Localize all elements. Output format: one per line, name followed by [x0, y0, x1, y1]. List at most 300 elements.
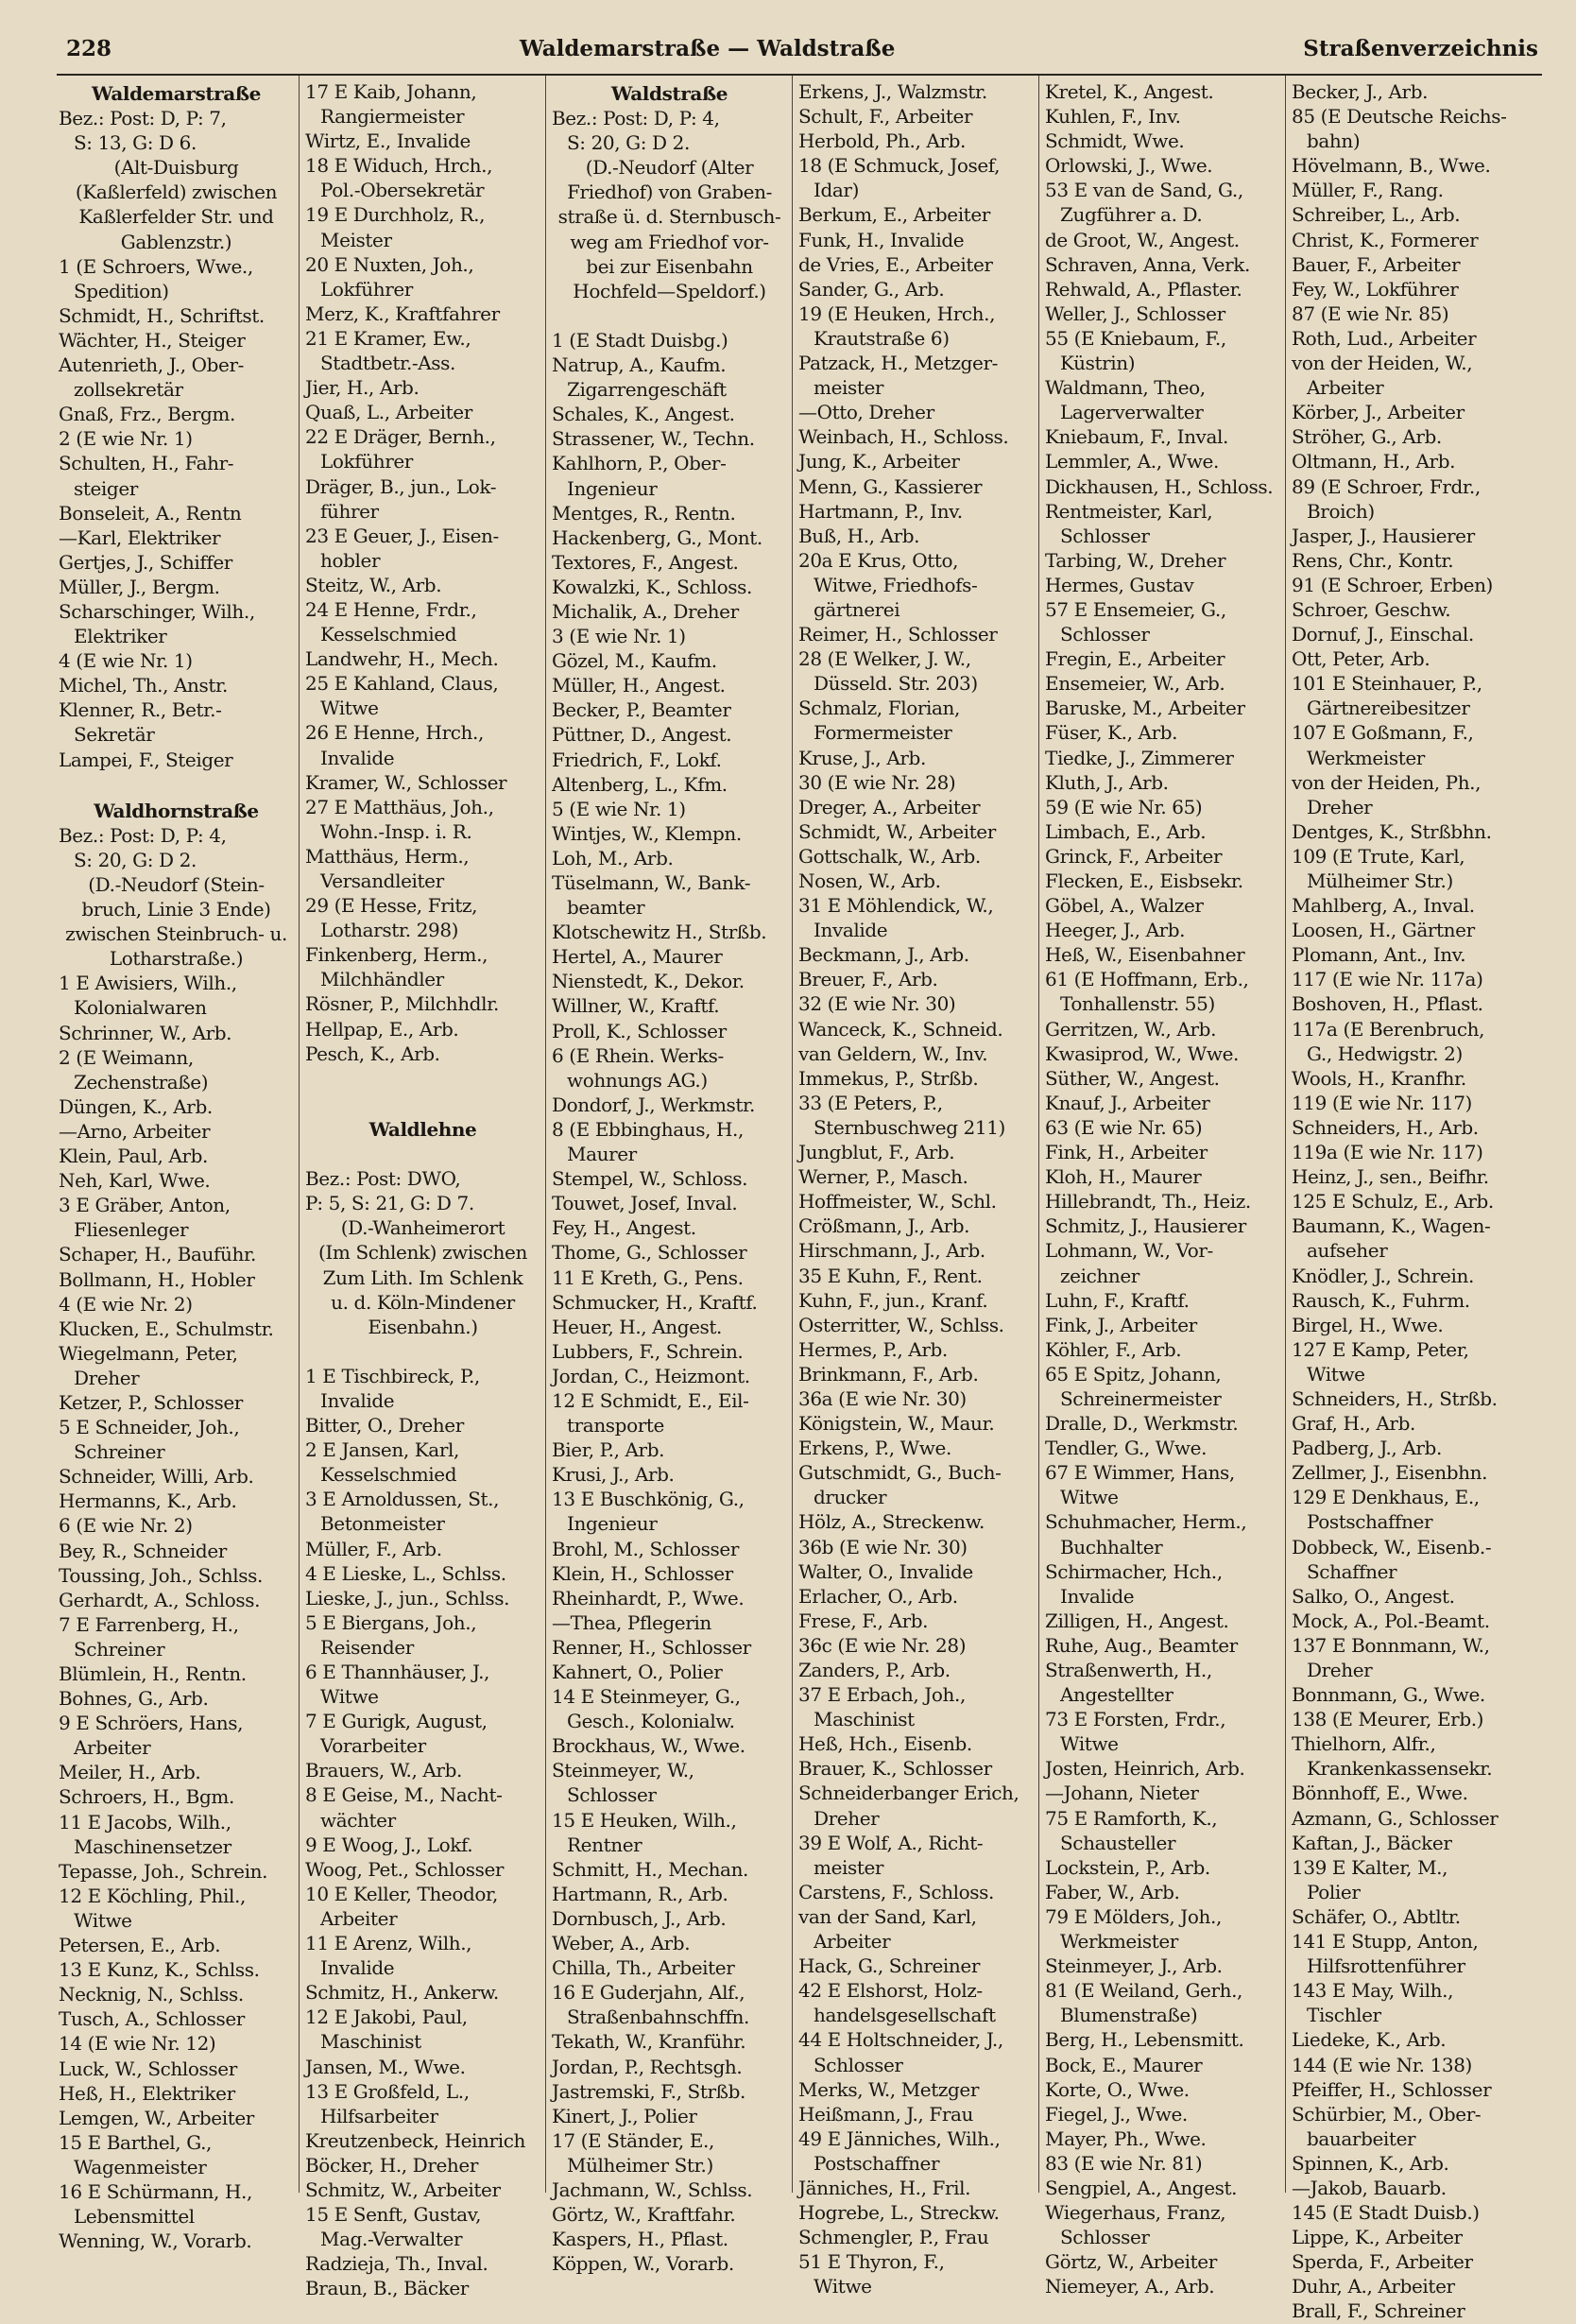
directory-entry: Klein, H., Schlosser	[552, 1561, 733, 1585]
directory-entry: Kaßlerfelder Str. und	[78, 205, 274, 229]
directory-entry: 5 E Schneider, Joh.,	[59, 1416, 240, 1439]
directory-entry: Müller, F., Arb.	[305, 1537, 442, 1560]
directory-entry: Hermes, Gustav	[1045, 573, 1194, 596]
directory-entry: Zechenstraße)	[74, 1070, 209, 1093]
directory-entry: Schroer, Geschw.	[1292, 597, 1451, 621]
directory-entry: Bock, E., Maurer	[1045, 2053, 1203, 2076]
directory-entry: Postschaffner	[1307, 1510, 1433, 1534]
directory-entry: 9 E Schröers, Hans,	[59, 1712, 244, 1735]
directory-entry: 89 (E Schroer, Frdr.,	[1292, 474, 1481, 498]
directory-entry: Wiegelmann, Peter,	[59, 1341, 238, 1365]
directory-entry: Schmitt, H., Mechan.	[552, 1857, 749, 1881]
directory-entry: 28 (E Welker, J. W.,	[798, 647, 971, 671]
street-heading: Waldemarstraße	[92, 82, 261, 105]
directory-entry: Hochfeld—Speldorf.)	[573, 279, 766, 302]
directory-entry: Lagerverwalter	[1060, 401, 1204, 424]
directory-entry: Matthäus, Herm.,	[305, 844, 470, 868]
directory-entry: 18 E Widuch, Hrch.,	[305, 154, 493, 178]
directory-entry: wohnungs AG.)	[567, 1068, 708, 1092]
directory-entry: 53 E van de Sand, G.,	[1045, 179, 1243, 202]
directory-entry: Wanceck, K., Schneid.	[798, 1017, 1003, 1041]
directory-entry: Tischler	[1307, 2004, 1381, 2027]
directory-entry: 11 E Arenz, Wilh.,	[305, 1932, 472, 1955]
directory-entry: S: 13, G: D 6.	[74, 131, 197, 155]
directory-entry: Invalide	[320, 746, 395, 769]
directory-entry: führer	[320, 499, 379, 523]
directory-entry: Angestellter	[1060, 1683, 1173, 1707]
directory-entry: Schneiders, H., Strßb.	[1292, 1386, 1498, 1410]
spacer	[305, 1339, 540, 1364]
directory-entry: Osterritter, W., Schlss.	[798, 1313, 1004, 1336]
directory-entry: Bez.: Post: DWO,	[305, 1167, 461, 1191]
directory-entry: Merz, K., Kraftfahrer	[305, 301, 500, 325]
street-heading: Waldlehne	[368, 1117, 477, 1141]
directory-entry: 5 E Biergans, Joh.,	[305, 1610, 477, 1634]
directory-entry: Gerritzen, W., Arb.	[1045, 1017, 1217, 1041]
directory-entry: 25 E Kahland, Claus,	[305, 672, 499, 696]
directory-entry: Liedeke, K., Arb.	[1292, 2028, 1447, 2052]
directory-entry: Sperda, F., Arbeiter	[1292, 2250, 1473, 2274]
directory-entry: 22 E Dräger, Bernh.,	[305, 425, 496, 449]
directory-entry: Stadtbetr.-Ass.	[320, 352, 455, 375]
directory-entry: Baumann, K., Wagen-	[1292, 1214, 1491, 1238]
directory-entry: Kluth, J., Arb.	[1045, 770, 1169, 794]
directory-entry: u. d. Köln-Mindener	[331, 1290, 515, 1314]
directory-entry: Michalik, A., Dreher	[552, 599, 739, 623]
directory-entry: 129 E Denkhaus, E.,	[1292, 1486, 1480, 1509]
directory-entry: Witwe	[320, 697, 379, 720]
directory-entry: 6 (E wie Nr. 2)	[59, 1514, 193, 1538]
directory-entry: Schales, K., Angest.	[552, 403, 735, 426]
directory-entry: Lockstein, P., Arb.	[1045, 1855, 1210, 1879]
directory-entry: Vorarbeiter	[320, 1734, 426, 1758]
directory-entry: Hövelmann, B., Wwe.	[1292, 154, 1491, 178]
directory-entry: Berkum, E., Arbeiter	[798, 203, 990, 227]
directory-entry: Rausch, K., Fuhrm.	[1292, 1288, 1470, 1312]
directory-entry: Spedition)	[74, 279, 169, 302]
directory-entry: Dralle, D., Werkmstr.	[1045, 1412, 1239, 1436]
directory-entry: Müller, H., Angest.	[552, 674, 726, 697]
directory-entry: Milchhändler	[320, 968, 444, 991]
directory-entry: Krusi, J., Arb.	[552, 1463, 675, 1487]
directory-entry: Graf, H., Arb.	[1292, 1412, 1415, 1436]
directory-entry: 20 E Nuxten, Joh.,	[305, 252, 474, 276]
directory-entry: 10 E Keller, Theodor,	[305, 1882, 498, 1905]
directory-entry: Königstein, W., Maur.	[798, 1412, 995, 1436]
directory-entry: Bonseleit, A., Rentn	[59, 501, 242, 525]
directory-entry: 127 E Kamp, Peter,	[1292, 1337, 1469, 1361]
directory-entry: 1 E Tischbireck, P.,	[305, 1364, 480, 1387]
directory-entry: Ensemeier, W., Arb.	[1045, 672, 1225, 696]
directory-entry: wächter	[320, 1808, 396, 1832]
directory-entry: 18 (E Schmuck, Josef,	[798, 154, 1001, 178]
directory-entry: 7 E Farrenberg, H.,	[59, 1612, 239, 1636]
directory-entry: Schulten, H., Fahr-	[59, 452, 234, 475]
directory-entry: Kruse, J., Arb.	[798, 746, 926, 769]
section-title: Straßenverzeichnis	[1303, 36, 1538, 61]
directory-entry: Invalide	[814, 919, 888, 942]
directory-entry: van der Sand, Karl,	[798, 1904, 977, 1928]
directory-entry: Spinnen, K., Arb.	[1292, 2151, 1449, 2175]
directory-entry: Pfeiffer, H., Schlosser	[1292, 2077, 1492, 2101]
directory-entry: Knauf, J., Arbeiter	[1045, 1091, 1210, 1114]
directory-entry: 17 E Kaib, Johann,	[305, 80, 477, 103]
directory-entry: Chilla, Th., Arbeiter	[552, 1956, 735, 1980]
directory-entry: Dobbeck, W., Eisenb.-	[1292, 1535, 1492, 1558]
directory-entry: Hirschmann, J., Arb.	[798, 1239, 985, 1263]
directory-entry: Lotharstraße.)	[109, 947, 244, 971]
directory-entry: Bonnmann, G., Wwe.	[1292, 1683, 1485, 1707]
directory-entry: von der Heiden, Ph.,	[1292, 770, 1482, 794]
directory-entry: Schlosser	[814, 2053, 903, 2076]
directory-entry: bauarbeiter	[1307, 2126, 1416, 2150]
directory-entry: Schlosser	[567, 1783, 657, 1807]
directory-entry: Merks, W., Metzger	[798, 2077, 979, 2101]
directory-entry: 23 E Geuer, J., Eisen-	[305, 524, 499, 547]
directory-entry: Klein, Paul, Arb.	[59, 1145, 209, 1168]
directory-entry: Erlacher, O., Arb.	[798, 1584, 958, 1608]
directory-entry: Renner, H., Schlosser	[552, 1635, 751, 1659]
directory-entry: Jastremski, F., Strßb.	[552, 2079, 745, 2103]
directory-entry: 4 (E wie Nr. 2)	[59, 1292, 193, 1316]
directory-entry: Schmalz, Florian,	[798, 697, 960, 720]
directory-entry: Bey, R., Schneider	[59, 1539, 227, 1562]
directory-entry: Schroers, H., Bgm.	[59, 1785, 234, 1809]
directory-entry: Wagenmeister	[74, 2155, 207, 2178]
directory-entry: Jungblut, F., Arb.	[798, 1141, 955, 1164]
directory-entry: Wiegerhaus, Franz,	[1045, 2201, 1226, 2225]
directory-entry: 2 (E wie Nr. 1)	[59, 427, 193, 451]
directory-entry: Gertjes, J., Schiffer	[59, 550, 232, 574]
directory-entry: Scharschinger, Wilh.,	[59, 599, 255, 623]
directory-entry: Textores, F., Angest.	[552, 550, 739, 574]
directory-entry: Lieske, J., jun., Schlss.	[305, 1586, 510, 1610]
directory-entry: —Johann, Nieter	[1045, 1782, 1199, 1805]
directory-entry: Fliesenleger	[74, 1218, 189, 1242]
directory-entry: Dickhausen, H., Schloss.	[1045, 474, 1274, 498]
directory-entry: Tusch, A., Schlosser	[59, 2007, 245, 2031]
directory-entry: Schmitz, H., Ankerw.	[305, 1981, 499, 2005]
directory-entry: Rentmeister, Karl,	[1045, 499, 1213, 523]
directory-entry: 29 (E Hesse, Fritz,	[305, 894, 478, 918]
directory-entry: Kaspers, H., Pflast.	[552, 2228, 728, 2251]
directory-entry: Werkmeister	[1307, 746, 1425, 769]
directory-entry: Bohnes, G., Arb.	[59, 1687, 209, 1711]
directory-entry: Jänniches, H., Fril.	[798, 2176, 971, 2199]
directory-entry: Fink, H., Arbeiter	[1045, 1141, 1208, 1164]
directory-entry: Ruhe, Aug., Beamter	[1045, 1633, 1238, 1657]
directory-entry: 37 E Erbach, Joh.,	[798, 1683, 966, 1707]
directory-entry: Tepasse, Joh., Schrein.	[59, 1859, 268, 1883]
directory-entry: 32 (E wie Nr. 30)	[798, 992, 956, 1016]
directory-entry: 75 E Ramforth, K.,	[1045, 1806, 1218, 1830]
directory-entry: Steinmeyer, W.,	[552, 1759, 694, 1782]
directory-entry: 109 (E Trute, Karl,	[1292, 844, 1465, 868]
directory-entry: Dreger, A., Arbeiter	[798, 795, 981, 818]
directory-entry: Mayer, Ph., Wwe.	[1045, 2126, 1207, 2150]
directory-entry: Görtz, W., Kraftfahr.	[552, 2203, 736, 2227]
directory-entry: Flecken, E., Eisbsekr.	[1045, 869, 1243, 892]
directory-entry: 1 (E Schroers, Wwe.,	[59, 254, 253, 278]
spacer	[305, 1142, 540, 1166]
directory-entry: (Kaßlerfeld) zwischen	[75, 181, 278, 204]
directory-entry: 144 (E wie Nr. 138)	[1292, 2053, 1472, 2076]
directory-entry: Dreher	[814, 1806, 880, 1830]
directory-entry: Heinz, J., sen., Beifhr.	[1292, 1165, 1489, 1189]
directory-entry: Strassener, W., Techn.	[552, 427, 755, 451]
directory-entry: 143 E May, Wilh.,	[1292, 1979, 1454, 2003]
directory-entry: Zum Lith. Im Schlenk	[322, 1265, 523, 1289]
directory-entry: bahn)	[1307, 129, 1361, 153]
directory-entry: Köppen, W., Vorarb.	[552, 2252, 734, 2276]
directory-entry: 101 E Steinhauer, P.,	[1292, 672, 1482, 696]
directory-entry: Jasper, J., Hausierer	[1292, 524, 1475, 547]
directory-entry: Crößmann, J., Arb.	[798, 1214, 970, 1238]
directory-entry: Sander, G., Arb.	[798, 277, 945, 301]
directory-entry: Wintjes, W., Klempn.	[552, 821, 742, 845]
directory-entry: Brohl, M., Schlosser	[552, 1537, 739, 1560]
directory-entry: Jordan, P., Rechtsgh.	[552, 2055, 743, 2078]
directory-entry: Rehwald, A., Pflaster.	[1045, 277, 1242, 301]
directory-entry: Sternbuschweg 211)	[814, 1115, 1005, 1139]
directory-entry: Sekretär	[74, 723, 155, 747]
directory-entry: 13 E Buschkönig, G.,	[552, 1488, 745, 1511]
directory-entry: Michel, Th., Anstr.	[59, 674, 228, 697]
directory-entry: Grinck, F., Arbeiter	[1045, 844, 1223, 868]
directory-entry: Fey, W., Lokführer	[1292, 277, 1459, 301]
directory-entry: 65 E Spitz, Johann,	[1045, 1362, 1222, 1386]
directory-entry: Schmucker, H., Kraftf.	[552, 1290, 758, 1314]
directory-entry: Schlosser	[1060, 623, 1150, 646]
directory-entry: 3 E Gräber, Anton,	[59, 1194, 231, 1217]
directory-entry: Klotschewitz H., Strßb.	[552, 921, 767, 944]
directory-entry: 15 E Heuken, Wilh.,	[552, 1808, 737, 1832]
directory-entry: Josten, Heinrich, Arb.	[1045, 1757, 1245, 1781]
directory-entry: Orlowski, J., Wwe.	[1045, 154, 1213, 178]
directory-entry: Christ, K., Formerer	[1292, 228, 1479, 251]
directory-entry: Woog, Pet., Schlosser	[305, 1857, 505, 1881]
directory-entry: transporte	[567, 1414, 664, 1437]
directory-entry: van Geldern, W., Inv.	[798, 1041, 988, 1065]
directory-entry: Gerhardt, A., Schloss.	[59, 1588, 261, 1611]
directory-entry: Hackenberg, G., Mont.	[552, 525, 762, 549]
directory-entry: Schmitz, W., Arbeiter	[305, 2178, 501, 2201]
directory-entry: Hertel, A., Maurer	[552, 945, 723, 969]
directory-entry: Straßenbahnschffn.	[567, 2006, 749, 2029]
directory-entry: Ingenieur	[567, 476, 658, 500]
directory-entry: 1 (E Stadt Duisbg.)	[552, 328, 728, 352]
directory-entry: 83 (E wie Nr. 81)	[1045, 2151, 1203, 2175]
directory-entry: Heuer, H., Angest.	[552, 1315, 723, 1338]
directory-entry: Müller, J., Bergm.	[59, 575, 220, 598]
directory-entry: 8 E Geise, M., Nacht-	[305, 1783, 503, 1807]
directory-entry: Mülheimer Str.)	[1307, 869, 1453, 892]
directory-entry: Hilfsrottenführer	[1307, 1954, 1465, 1978]
directory-entry: Buchhalter	[1060, 1535, 1163, 1558]
directory-entry: Krankenkassensekr.	[1307, 1757, 1493, 1781]
directory-entry: Autenrieth, J., Ober-	[59, 353, 244, 377]
directory-entry: Witwe	[814, 2275, 872, 2298]
page-header	[28, 36, 1546, 74]
directory-entry: Polier	[1307, 1880, 1361, 1903]
directory-entry: Jung, K., Arbeiter	[798, 450, 960, 473]
directory-entry: de Groot, W., Angest.	[1045, 228, 1240, 251]
directory-entry: Tüselmann, W., Bank-	[552, 871, 751, 894]
directory-entry: 15 E Senft, Gustav,	[305, 2203, 482, 2227]
directory-entry: Tarbing, W., Dreher	[1045, 548, 1226, 572]
directory-entry: Schaffner	[1307, 1559, 1397, 1583]
directory-entry: 36c (E wie Nr. 28)	[798, 1633, 967, 1657]
directory-entry: Meiler, H., Arb.	[59, 1761, 201, 1784]
directory-entry: 138 (E Meurer, Erb.)	[1292, 1708, 1484, 1731]
directory-entry: zeichner	[1060, 1264, 1139, 1287]
directory-entry: G., Hedwigstr. 2)	[1307, 1041, 1463, 1065]
directory-entry: Schmengler, P., Frau	[798, 2226, 989, 2249]
directory-entry: Kretel, K., Angest.	[1045, 80, 1214, 103]
directory-column	[53, 76, 300, 2253]
directory-entry: 13 E Kunz, K., Schlss.	[59, 1958, 260, 1982]
directory-entry: Hartmann, R., Arb.	[552, 1882, 728, 1905]
directory-entry: Meister	[320, 228, 392, 251]
directory-entry: S: 20, G: D 2.	[74, 848, 197, 871]
directory-entry: Püttner, D., Angest.	[552, 723, 732, 747]
directory-entry: Willner, W., Kraftf.	[552, 994, 720, 1018]
directory-entry: Witwe	[1060, 1732, 1119, 1756]
directory-entry: 81 (E Weiland, Gerh.,	[1045, 1979, 1243, 2003]
directory-column	[793, 76, 1039, 2298]
directory-entry: Neh, Karl, Wwe.	[59, 1169, 211, 1193]
directory-entry: Ott, Peter, Arb.	[1292, 647, 1430, 671]
directory-entry: Maschinensetzer	[74, 1834, 231, 1858]
directory-entry: Frese, F., Arb.	[798, 1609, 929, 1632]
directory-entry: Tonhallenstr. 55)	[1060, 992, 1215, 1016]
directory-entry: Carstens, F., Schloss.	[798, 1880, 994, 1903]
directory-entry: meister	[814, 1855, 884, 1879]
directory-entry: Gutschmidt, G., Buch-	[798, 1461, 1002, 1485]
directory-entry: Schmidt, H., Schriftst.	[59, 303, 265, 327]
directory-entry: Kreutzenbeck, Heinrich	[305, 2128, 525, 2152]
directory-entry: Kahnert, O., Polier	[552, 1661, 723, 1683]
directory-entry: Versandleiter	[320, 869, 444, 892]
directory-entry: Walter, O., Invalide	[798, 1559, 973, 1583]
directory-entry: handelsgesellschaft	[814, 2004, 996, 2027]
directory-entry: 17 (E Ständer, E.,	[552, 2128, 714, 2152]
street-heading: Waldstraße	[610, 82, 728, 105]
directory-entry: Nosen, W., Arb.	[798, 869, 941, 892]
directory-entry: 73 E Forsten, Frdr.,	[1045, 1708, 1226, 1731]
directory-entry: Breuer, F., Arb.	[798, 968, 938, 991]
directory-entry: Schlosser	[1060, 524, 1150, 547]
directory-entry: Schneider, Willi, Arb.	[59, 1465, 254, 1489]
directory-entry: Padberg, J., Arb.	[1292, 1437, 1442, 1460]
directory-entry: Dentges, K., Strßbhn.	[1292, 819, 1492, 843]
directory-entry: 1 E Awisiers, Wilh.,	[59, 972, 237, 995]
directory-entry: 63 (E wie Nr. 65)	[1045, 1115, 1203, 1139]
directory-entry: 30 (E wie Nr. 28)	[798, 770, 956, 794]
directory-entry: Tiedke, J., Zimmerer	[1045, 746, 1234, 769]
directory-entry: Krautstraße 6)	[814, 326, 950, 350]
directory-entry: Kahlhorn, P., Ober-	[552, 452, 727, 475]
directory-entry: Schneiderbanger Erich,	[798, 1782, 1019, 1805]
directory-entry: 117a (E Berenbruch,	[1292, 1017, 1485, 1041]
directory-entry: 12 E Jakobi, Paul,	[305, 2006, 468, 2029]
directory-entry: Postschaffner	[814, 2151, 940, 2175]
directory-entry: Bauer, F., Arbeiter	[1292, 252, 1461, 276]
directory-entry: 6 E Thannhäuser, J.,	[305, 1661, 489, 1683]
directory-entry: Baruske, M., Arbeiter	[1045, 697, 1245, 720]
page-number: 228	[66, 36, 112, 61]
directory-entry: 5 (E wie Nr. 1)	[552, 797, 686, 820]
directory-entry: Witwe	[1060, 1486, 1119, 1509]
directory-entry: Kesselschmied	[320, 623, 457, 646]
directory-entry: hobler	[320, 548, 381, 572]
directory-entry: Körber, J., Arbeiter	[1292, 401, 1465, 424]
directory-entry: 4 E Lieske, L., Schlss.	[305, 1561, 506, 1585]
directory-entry: Formermeister	[814, 721, 952, 745]
directory-entry: 139 E Kalter, M.,	[1292, 1855, 1448, 1879]
directory-entry: Zigarrengeschäft	[567, 378, 727, 402]
directory-entry: Schreiner	[74, 1637, 165, 1661]
directory-entry: Faber, W., Arb.	[1045, 1880, 1180, 1903]
directory-entry: Kniebaum, F., Inval.	[1045, 425, 1228, 449]
directory-entry: Ketzer, P., Schlosser	[59, 1390, 243, 1414]
directory-entry: —Jakob, Bauarb.	[1292, 2176, 1447, 2199]
directory-entry: Klenner, R., Betr.-	[59, 698, 222, 722]
directory-entry: —Thea, Pflegerin	[552, 1610, 711, 1634]
directory-entry: Blumenstraße)	[1060, 2004, 1198, 2027]
directory-entry: Wohn.-Insp. i. R.	[320, 819, 472, 843]
directory-entry: Toussing, Joh., Schlss.	[59, 1563, 263, 1587]
directory-entry: Azmann, G., Schlosser	[1292, 1806, 1499, 1830]
directory-entry: 42 E Elshorst, Holz-	[798, 1979, 983, 2003]
directory-entry: 59 (E wie Nr. 65)	[1045, 795, 1203, 818]
directory-entry: Finkenberg, Herm.,	[305, 943, 488, 967]
directory-entry: Schmidt, Wwe.	[1045, 129, 1185, 153]
directory-entry: 11 E Jacobs, Wilh.,	[59, 1810, 231, 1833]
directory-entry: 24 E Henne, Frdr.,	[305, 597, 477, 621]
directory-entry: Broich)	[1307, 499, 1375, 523]
directory-entry: Gesch., Kolonialw.	[567, 1710, 735, 1733]
directory-entry: Schürbier, M., Ober-	[1292, 2102, 1482, 2126]
directory-entry: Lemmler, A., Wwe.	[1045, 450, 1219, 473]
directory-entry: Kinert, J., Polier	[552, 2104, 697, 2127]
directory-entry: Witwe	[320, 1685, 379, 1709]
directory-entry: Tekath, W., Kranführ.	[552, 2030, 746, 2054]
directory-entry: Maschinist	[320, 2030, 421, 2054]
directory-entry: Reimer, H., Schlosser	[798, 623, 998, 646]
directory-entry: 2 (E Weimann,	[59, 1045, 194, 1069]
directory-entry: 6 (E Rhein. Werks-	[552, 1043, 724, 1067]
directory-entry: Düngen, K., Arb.	[59, 1094, 213, 1118]
directory-entry: 9 E Woog, J., Lokf.	[305, 1833, 473, 1856]
directory-entry: Weinbach, H., Schloss.	[798, 425, 1009, 449]
directory-columns	[53, 76, 1542, 2323]
directory-entry: Schmidt, W., Arbeiter	[798, 819, 996, 843]
directory-entry: Friedhof) von Graben-	[567, 181, 772, 204]
directory-entry: Lampei, F., Steiger	[59, 748, 233, 771]
directory-entry: Dornuf, J., Einschal.	[1292, 623, 1474, 646]
directory-entry: Luck, W., Schlosser	[59, 2057, 237, 2080]
directory-entry: Dornbusch, J., Arb.	[552, 1906, 727, 1930]
directory-entry: Kesselschmied	[320, 1463, 457, 1487]
directory-entry: 125 E Schulz, E., Arb.	[1292, 1190, 1494, 1214]
directory-entry: zwischen Steinbruch- u.	[65, 922, 287, 946]
directory-entry: Bez.: Post: D, P: 4,	[59, 823, 227, 847]
directory-entry: Rangiermeister	[320, 105, 465, 129]
directory-entry: Lotharstr. 298)	[320, 919, 459, 942]
directory-entry: Klucken, E., Schulmstr.	[59, 1317, 274, 1340]
directory-entry: Tendler, G., Wwe.	[1045, 1437, 1208, 1460]
